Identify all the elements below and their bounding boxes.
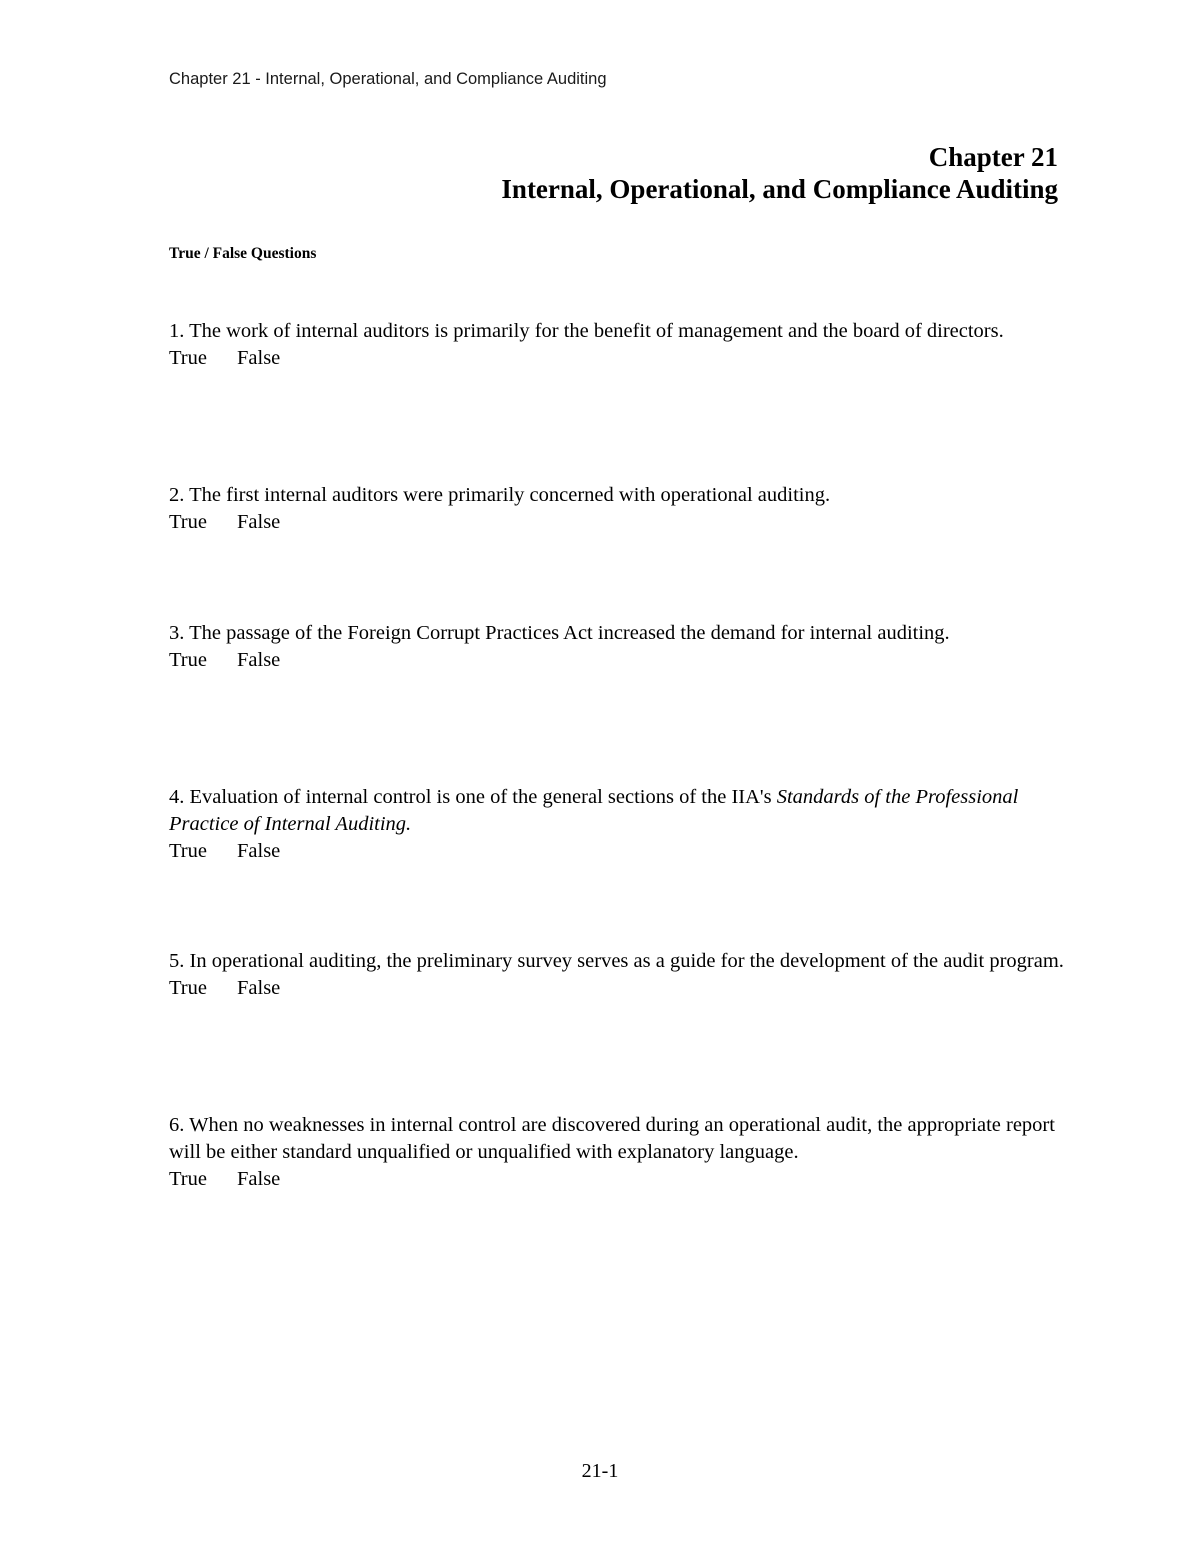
option-true[interactable]: True [169, 649, 207, 671]
question-5 [169, 948, 1069, 1002]
question-text-end: . [406, 813, 412, 835]
question-text: 6. When no weaknesses in internal control are discovered during an operational audit, the appropriate report will be either standard unqualified or unqualified with explanatory language. [169, 1114, 1055, 1163]
question-2 [169, 482, 1069, 536]
question-6 [169, 1112, 1069, 1193]
chapter-title-block [501, 141, 1058, 205]
option-true[interactable]: True [169, 977, 207, 999]
answer-options [169, 647, 1069, 674]
option-true[interactable]: True [169, 840, 207, 862]
option-false[interactable]: False [237, 649, 281, 671]
question-text: 3. The passage of the Foreign Corrupt Practices Act increased the demand for internal auditing. [169, 622, 950, 644]
option-false[interactable]: False [237, 840, 281, 862]
answer-options [169, 345, 1069, 372]
option-false[interactable]: False [237, 347, 281, 369]
option-false[interactable]: False [237, 1168, 281, 1190]
question-3 [169, 620, 1069, 674]
question-text-part: 4. Evaluation of internal control is one of the general sections of the IIA's [169, 786, 777, 808]
chapter-number: Chapter 21 [928, 142, 1058, 172]
option-true[interactable]: True [169, 347, 207, 369]
standards-title: Standards of the Professional Practice of Internal Auditing [169, 786, 1019, 835]
option-true[interactable]: True [169, 511, 207, 533]
question-text: 5. In operational auditing, the preliminary survey serves as a guide for the development of the audit program. [169, 950, 1064, 972]
question-text: 1. The work of internal auditors is primarily for the benefit of management and the board of directors. [169, 320, 1004, 342]
answer-options [169, 509, 1069, 536]
running-header: Chapter 21 - Internal, Operational, and Compliance Auditing [169, 70, 607, 88]
answer-options [169, 975, 1069, 1002]
chapter-title: Internal, Operational, and Compliance Auditing [501, 174, 1058, 204]
question-4 [169, 784, 1069, 865]
answer-options [169, 1166, 1069, 1193]
answer-options [169, 838, 1069, 865]
page-number: 21-1 [581, 1460, 619, 1482]
question-text [169, 784, 1069, 838]
option-true[interactable]: True [169, 1168, 207, 1190]
question-1 [169, 318, 1069, 372]
section-heading: True / False Questions [169, 245, 317, 262]
option-false[interactable]: False [237, 977, 281, 999]
question-text: 2. The first internal auditors were primarily concerned with operational auditing. [169, 484, 831, 506]
option-false[interactable]: False [237, 511, 281, 533]
